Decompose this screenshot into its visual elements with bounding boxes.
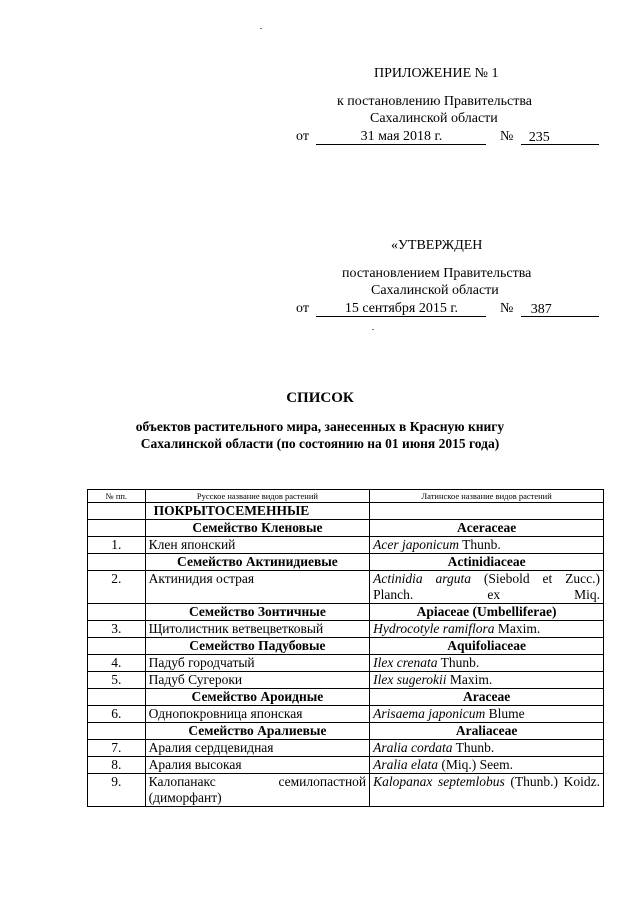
species-latin-name [370, 672, 604, 689]
family-number-cell [88, 604, 146, 621]
family-number-cell [88, 689, 146, 706]
species-table [87, 489, 604, 807]
family-latin-name: Araceae [370, 689, 604, 706]
species-latin-binomial: Ilex sugerokii [373, 672, 447, 687]
species-number: 5. [88, 672, 146, 689]
family-latin-name: Araliaceae [370, 723, 604, 740]
species-latin-binomial: Aralia elata [373, 757, 439, 772]
family-latin-name: Aquifoliaceae [370, 638, 604, 655]
group-row [88, 503, 604, 520]
species-latin-binomial: Aralia cordata [373, 740, 453, 755]
species-latin-name [370, 774, 604, 807]
family-row [88, 638, 604, 655]
species-number: 8. [88, 757, 146, 774]
header-number: № пп. [88, 490, 146, 503]
appendix-number-label: № [499, 129, 514, 144]
group-number-cell [88, 503, 146, 520]
header-latin-name: Латинское название видов растений [370, 490, 604, 503]
species-row [88, 774, 604, 807]
species-latin-author: (Miq.) Seem. [438, 757, 514, 772]
approved-number-label: № [499, 301, 514, 316]
group-name: ПОКРЫТОСЕМЕННЫЕ [145, 503, 370, 520]
header-russian-name: Русское название видов растений [145, 490, 370, 503]
species-latin-author: Maxim. [446, 672, 493, 687]
species-russian-name: Аралия высокая [145, 757, 370, 774]
species-row [88, 621, 604, 638]
species-russian-name: Падуб Сугероки [145, 672, 370, 689]
family-row [88, 723, 604, 740]
approved-from-label: от [296, 301, 309, 316]
species-russian-name: Клен японский [145, 537, 370, 554]
species-number: 1. [88, 537, 146, 554]
family-latin-name: Aceraceae [370, 520, 604, 537]
approved-number: 387 [521, 302, 599, 317]
species-russian-name: Однопокровница японская [145, 706, 370, 723]
species-row [88, 672, 604, 689]
family-row [88, 554, 604, 571]
approved-date-line [296, 301, 599, 317]
species-latin-name [370, 706, 604, 723]
species-russian-name: Падуб городчатый [145, 655, 370, 672]
species-latin-author: Thunb. [437, 655, 480, 670]
family-row [88, 520, 604, 537]
family-russian-name: Семейство Падубовые [145, 638, 370, 655]
appendix-from-label: от [296, 129, 309, 144]
species-row [88, 757, 604, 774]
species-latin-author: Maxim. [494, 621, 541, 636]
species-latin-name [370, 537, 604, 554]
species-number: 6. [88, 706, 146, 723]
family-latin-name: Apiaceae (Umbelliferae) [370, 604, 604, 621]
species-latin-name [370, 757, 604, 774]
species-number: 2. [88, 571, 146, 604]
appendix-number: 235 [521, 130, 599, 145]
appendix-date-line [296, 129, 599, 145]
species-latin-binomial: Hydrocotyle ramiflora [373, 621, 495, 636]
species-russian-name: Актинидия острая [145, 571, 370, 604]
family-row [88, 689, 604, 706]
family-number-cell [88, 638, 146, 655]
species-row [88, 706, 604, 723]
family-number-cell [88, 723, 146, 740]
species-number: 4. [88, 655, 146, 672]
family-russian-name: Семейство Аралиевые [145, 723, 370, 740]
appendix-heading: ПРИЛОЖЕНИЕ № 1 [374, 66, 499, 81]
group-latin-cell [370, 503, 604, 520]
species-russian-name: Аралия сердцевидная [145, 740, 370, 757]
family-row [88, 604, 604, 621]
species-number: 3. [88, 621, 146, 638]
family-russian-name: Семейство Кленовые [145, 520, 370, 537]
species-latin-name [370, 655, 604, 672]
species-latin-binomial: Acer japonicum [373, 537, 460, 552]
species-latin-binomial: Actinidia arguta [373, 571, 472, 586]
family-russian-name: Семейство Ароидные [145, 689, 370, 706]
appendix-line1: к постановлению Правительства [337, 94, 533, 109]
species-latin-author: Thunb. [452, 740, 495, 755]
scan-dot [260, 28, 262, 29]
family-russian-name: Семейство Актинидиевые [145, 554, 370, 571]
species-row [88, 537, 604, 554]
species-row [88, 655, 604, 672]
species-latin-binomial: Kalopanax septemlobus [373, 774, 505, 789]
species-row [88, 740, 604, 757]
document-subtitle-line2: Сахалинской области (по состоянию на 01 июня 2015 года) [140, 436, 500, 451]
species-latin-name [370, 621, 604, 638]
table-header-row [88, 490, 604, 503]
document-subtitle-line1: объектов растительного мира, занесенных в Красную книгу [135, 419, 505, 434]
species-russian-name: Щитолистник ветвецветковый [145, 621, 370, 638]
approved-line1: постановлением Правительства [342, 266, 532, 281]
table-body [88, 503, 604, 807]
species-latin-name [370, 740, 604, 757]
approved-date: 15 сентября 2015 г. [316, 301, 486, 317]
species-latin-author: (Siebold et Zucc.) Planch. ex Miq. [373, 571, 601, 602]
appendix-line2: Сахалинской области [370, 111, 498, 126]
document-title: СПИСОК [286, 390, 354, 406]
species-latin-author: (Thunb.) Koidz. [504, 774, 600, 789]
species-latin-author: Blume [485, 706, 525, 721]
appendix-date: 31 мая 2018 г. [316, 129, 486, 145]
family-russian-name: Семейство Зонтичные [145, 604, 370, 621]
species-number: 7. [88, 740, 146, 757]
species-latin-binomial: Ilex crenata [373, 655, 438, 670]
scan-dot [372, 329, 374, 330]
species-number: 9. [88, 774, 146, 807]
species-row [88, 571, 604, 604]
family-latin-name: Actinidiaceae [370, 554, 604, 571]
species-latin-name [370, 571, 604, 604]
family-number-cell [88, 520, 146, 537]
approved-line2: Сахалинской области [371, 283, 499, 298]
family-number-cell [88, 554, 146, 571]
species-russian-name: Калопанакс семилопастной (диморфант) [145, 774, 370, 807]
approved-heading: «УТВЕРЖДЕН [391, 238, 483, 253]
species-latin-binomial: Arisaema japonicum [373, 706, 486, 721]
species-latin-author: Thunb. [459, 537, 501, 552]
